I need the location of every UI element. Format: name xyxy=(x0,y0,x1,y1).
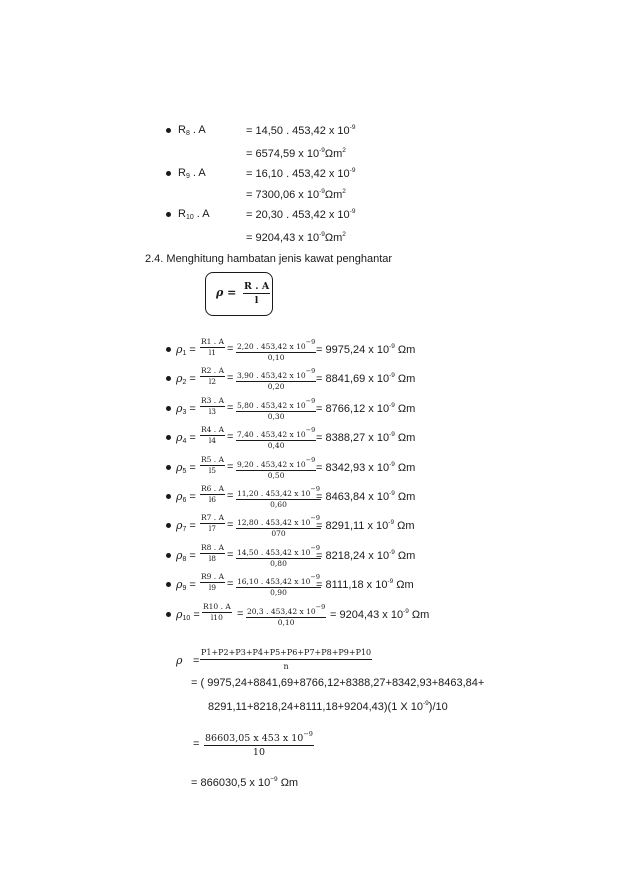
rho-fraction-denominator: l5 xyxy=(208,466,217,475)
rho-fraction-numeric xyxy=(236,366,316,392)
average-denominator: n xyxy=(283,662,289,671)
rho-fraction-symbolic xyxy=(200,425,225,446)
bullet xyxy=(166,553,171,558)
rho-fraction-numerator: R9 . A xyxy=(201,572,224,581)
rho-eq: = xyxy=(227,549,234,561)
r10-line1: = 20,30 . 453,42 x $10^{-9}$ xyxy=(246,208,356,221)
rho-fraction-symbolic xyxy=(200,366,225,387)
rho-numeric-denominator: 0,40 xyxy=(267,441,285,450)
rho-numeric-denominator: 0,30 xyxy=(267,412,285,421)
rho-eq: = xyxy=(227,578,234,590)
rho-numeric-numerator: 16,10 . 453,42 x $10^{-9}$ xyxy=(237,573,321,586)
rho-label: $\rho_8$ = xyxy=(176,549,196,563)
rho-fraction-denominator: l9 xyxy=(208,583,217,592)
rho-fraction-denominator: l10 xyxy=(210,613,223,622)
rho-fraction-numeric xyxy=(236,484,321,510)
rho-numeric-numerator: 20,3 . 453,42 x $10^{-9}$ xyxy=(247,603,326,616)
rho-fraction-numeric xyxy=(236,455,316,481)
rho-fraction-numeric xyxy=(236,425,316,451)
r9-line1: = 16,10 . 453,42 x $10^{-9}$ xyxy=(246,167,356,180)
rho-fraction-denominator: l6 xyxy=(208,495,217,504)
rho-fraction-numerator: R5 . A xyxy=(201,455,224,464)
rho-result: = 9204,43 x $10^{-9}$ Ωm xyxy=(330,608,430,621)
rho-eq: = xyxy=(237,608,244,620)
average-line4-eq: = xyxy=(193,738,200,750)
rho-numeric-numerator: 2,20 . 453,42 x $10^{-9}$ xyxy=(237,338,316,351)
r10-label: $R_{10}$ . A xyxy=(178,208,210,221)
rho-fraction-symbolic xyxy=(202,602,232,623)
rho-label: $\rho_9$ = xyxy=(176,578,196,592)
rho-fraction-symbolic xyxy=(200,337,225,358)
rho-result: = 8218,24 x $10^{-9}$ Ωm xyxy=(316,549,416,562)
rho-numeric-denominator: 0,80 xyxy=(270,559,287,568)
rho-fraction-denominator: l4 xyxy=(208,436,217,445)
rho-numeric-denominator: 0,60 xyxy=(270,500,287,509)
rho-fraction-symbolic xyxy=(200,513,225,534)
formula-lhs: ρ = xyxy=(216,286,237,299)
rho-numeric-denominator: 0,10 xyxy=(277,618,295,627)
rho-numeric-denominator: 0,10 xyxy=(267,353,285,362)
rho-numeric-numerator: 12,80 . 453,42 x $10^{-9}$ xyxy=(237,514,321,527)
rho-result: = 8766,12 x $10^{-9}$ Ωm xyxy=(316,402,416,415)
rho-label: $\rho_{10}$ = xyxy=(176,608,200,622)
bullet xyxy=(166,406,171,411)
average-line3: 8291,11+8218,24+8111,18+9204,43)(1 X $10^{-9})/10$ xyxy=(208,700,448,713)
average-fraction xyxy=(200,646,372,673)
rho-fraction-numeric xyxy=(236,543,321,569)
average-line4-fraction xyxy=(204,728,314,759)
bullet xyxy=(166,376,171,381)
rho-eq: = xyxy=(227,461,234,473)
rho-result: = 8342,93 x $10^{-9}$ Ωm xyxy=(316,461,416,474)
formula-numerator: R . A xyxy=(244,281,270,292)
rho-eq: = xyxy=(227,372,234,384)
rho-fraction-numerator: R6 . A xyxy=(201,484,224,493)
section-heading: 2.4. Menghitung hambatan jenis kawat penghantar xyxy=(145,253,393,265)
rho-fraction-numerator: R3 . A xyxy=(201,396,224,405)
rho-fraction-numerator: R10 . A xyxy=(203,602,231,611)
rho-eq: = xyxy=(227,343,234,355)
rho-fraction-denominator: l2 xyxy=(208,377,217,386)
rho-label: $\rho_5$ = xyxy=(176,461,196,475)
rho-label: $\rho_4$ = xyxy=(176,431,196,445)
bullet xyxy=(166,128,171,133)
r10-line2: = 9204,43 x $10^{-9}\Omega m^2$ xyxy=(246,231,346,244)
rho-result: = 8841,69 x $10^{-9}$ Ωm xyxy=(316,372,416,385)
rho-numeric-numerator: 9,20 . 453,42 x $10^{-9}$ xyxy=(237,456,316,469)
average-line4-numerator: 86603,05 x 453 x $10^{-9}$ xyxy=(205,730,313,744)
rho-numeric-denominator: 0,90 xyxy=(270,588,287,597)
bullet xyxy=(166,612,171,617)
rho-numeric-numerator: 7,40 . 453,42 x $10^{-9}$ xyxy=(237,426,316,439)
rho-numeric-numerator: 11,20 . 453,42 x $10^{-9}$ xyxy=(237,485,321,498)
rho-fraction-symbolic xyxy=(200,572,225,593)
rho-result: = 8111,18 x $10^{-9}$ Ωm xyxy=(316,578,414,591)
average-line4-denominator: 10 xyxy=(252,747,266,758)
rho-numeric-numerator: 5,80 . 453,42 x $10^{-9}$ xyxy=(237,397,316,410)
rho-label: $\rho_3$ = xyxy=(176,402,196,416)
bullet xyxy=(166,465,171,470)
rho-label: $\rho_6$ = xyxy=(176,490,196,504)
rho-fraction-numeric xyxy=(236,572,321,598)
bullet xyxy=(166,171,171,176)
bullet xyxy=(166,212,171,217)
rho-result: = 8291,11 x $10^{-9}$ Ωm xyxy=(316,519,415,532)
rho-eq: = xyxy=(227,490,234,502)
rho-fraction-symbolic xyxy=(200,484,225,505)
r8-line1: = 14,50 . 453,42 x $10^{-9}$ xyxy=(246,124,356,137)
bullet xyxy=(166,347,171,352)
formula-fraction xyxy=(243,280,270,307)
rho-label: $\rho_2$ = xyxy=(176,372,196,386)
rho-result: = 9975,24 x $10^{-9}$ Ωm xyxy=(316,343,416,356)
rho-eq: = xyxy=(227,431,234,443)
average-eq: = xyxy=(193,655,200,667)
rho-numeric-denominator: 070 xyxy=(271,529,286,538)
r9-label: $R_9$ . A xyxy=(178,167,206,180)
rho-fraction-numeric xyxy=(236,513,321,539)
formula-denominator: l xyxy=(254,295,259,306)
rho-fraction-denominator: l3 xyxy=(208,407,217,416)
rho-eq: = xyxy=(227,519,234,531)
rho-fraction-denominator: l8 xyxy=(208,554,217,563)
bullet xyxy=(166,435,171,440)
rho-fraction-numerator: R8 . A xyxy=(201,543,224,552)
average-symbol: ρ xyxy=(176,654,183,667)
rho-fraction-numerator: R2 . A xyxy=(201,366,224,375)
r8-label: $R_8$ . A xyxy=(178,124,206,137)
r8-line2: = 6574,59 x $10^{-9}\Omega m^2$ xyxy=(246,147,346,160)
rho-numeric-denominator: 0,50 xyxy=(267,471,285,480)
rho-fraction-numeric xyxy=(236,396,316,422)
rho-fraction-numerator: R7 . A xyxy=(201,513,224,522)
rho-fraction-numerator: R4 . A xyxy=(201,425,224,434)
rho-fraction-symbolic xyxy=(200,543,225,564)
rho-fraction-symbolic xyxy=(200,455,225,476)
bullet xyxy=(166,582,171,587)
rho-eq: = xyxy=(227,402,234,414)
average-line5: = 866030,5 x $10^{-9}$ Ωm xyxy=(191,776,299,789)
r9-line2: = 7300,06 x $10^{-9}\Omega m^2$ xyxy=(246,188,346,201)
rho-fraction-denominator: l1 xyxy=(208,348,217,357)
rho-label: $\rho_1$ = xyxy=(176,343,196,357)
rho-fraction-numeric xyxy=(246,602,326,628)
rho-label: $\rho_7$ = xyxy=(176,519,196,533)
rho-fraction-numerator: R1 . A xyxy=(201,337,224,346)
rho-result: = 8463,84 x $10^{-9}$ Ωm xyxy=(316,490,416,503)
bullet xyxy=(166,494,171,499)
rho-fraction-numeric xyxy=(236,337,316,363)
rho-numeric-numerator: 3,90 . 453,42 x $10^{-9}$ xyxy=(237,367,316,380)
average-numerator: P1+P2+P3+P4+P5+P6+P7+P8+P9+P10 xyxy=(200,646,372,660)
average-line2: = ( 9975,24+8841,69+8766,12+8388,27+8342,93+8463,84+ xyxy=(191,677,485,689)
bullet xyxy=(166,523,171,528)
rho-numeric-denominator: 0,20 xyxy=(267,382,285,391)
rho-fraction-denominator: l7 xyxy=(208,524,217,533)
rho-numeric-numerator: 14,50 . 453,42 x $10^{-9}$ xyxy=(237,544,321,557)
rho-fraction-symbolic xyxy=(200,396,225,417)
rho-result: = 8388,27 x $10^{-9}$ Ωm xyxy=(316,431,416,444)
